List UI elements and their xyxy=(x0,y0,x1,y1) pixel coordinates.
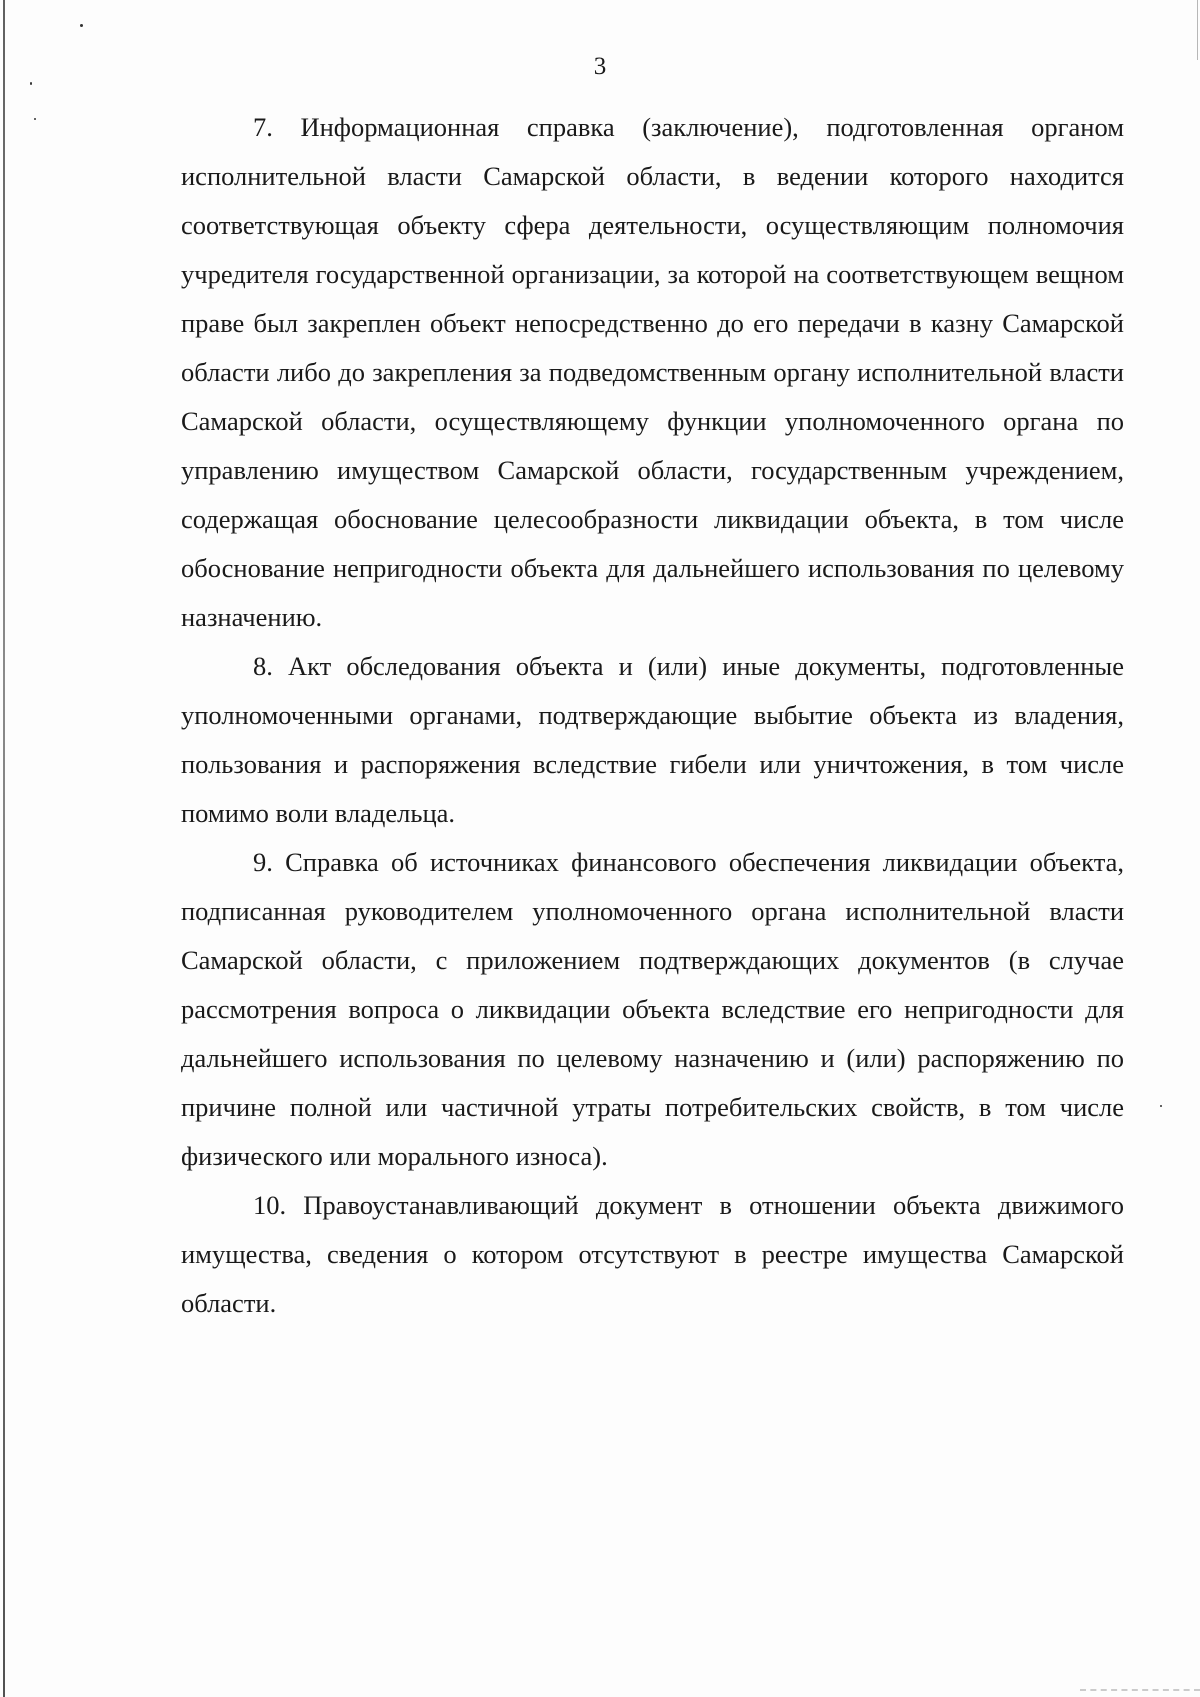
scan-speck xyxy=(34,118,36,120)
scan-edge-right xyxy=(1197,0,1198,60)
scan-speck xyxy=(80,24,83,27)
scan-speck xyxy=(30,82,32,85)
scan-speck xyxy=(1160,1105,1162,1107)
scan-footer-mark xyxy=(1080,1689,1200,1693)
page-number: 3 xyxy=(593,53,607,80)
paragraph-item-10: 10. Правоустанавливающий документ в отношении объекта движимого имущества, сведения о котором отсутствуют в реестре имущества Самарской области. xyxy=(181,1190,1124,1318)
document-body xyxy=(181,103,1124,1328)
paragraph-item-9: 9. Справка об источниках финансового обеспечения ликвидации объекта, подписанная руководителем уполномоченного органа исполнительной власти Самарской области, с приложением подтверждающих документов (в случае рассмотрения вопроса о ликвидации объекта вследствие его непригодности для дальнейшего использования по целевому назначению и (или) распоряжению по причине полной или частичной утраты потребительских свойств, в том числе физического или морального износа). xyxy=(181,847,1124,1171)
scan-edge-left xyxy=(3,0,5,1697)
paragraph-item-7: 7. Информационная справка (заключение), подготовленная органом исполнительной власти Самарской области, в ведении которого находится соответствующая объекту сфера деятельности, осуществляющим полномочия учредителя государственной организации, за которой на соответствующем вещном праве был закреплен объект непосредственно до его передачи в казну Самарской области либо до закрепления за подведомственным органу исполнительной власти Самарской области, осуществляющему функции уполномоченного органа по управлению имуществом Самарской области, государственным учреждением, содержащая обоснование целесообразности ликвидации объекта, в том числе обоснование непригодности объекта для дальнейшего использования по целевому назначению. xyxy=(181,112,1124,632)
paragraph-item-8: 8. Акт обследования объекта и (или) иные документы, подготовленные уполномоченными органами, подтверждающие выбытие объекта из владения, пользования и распоряжения вследствие гибели или уничтожения, в том числе помимо воли владельца. xyxy=(181,651,1124,828)
